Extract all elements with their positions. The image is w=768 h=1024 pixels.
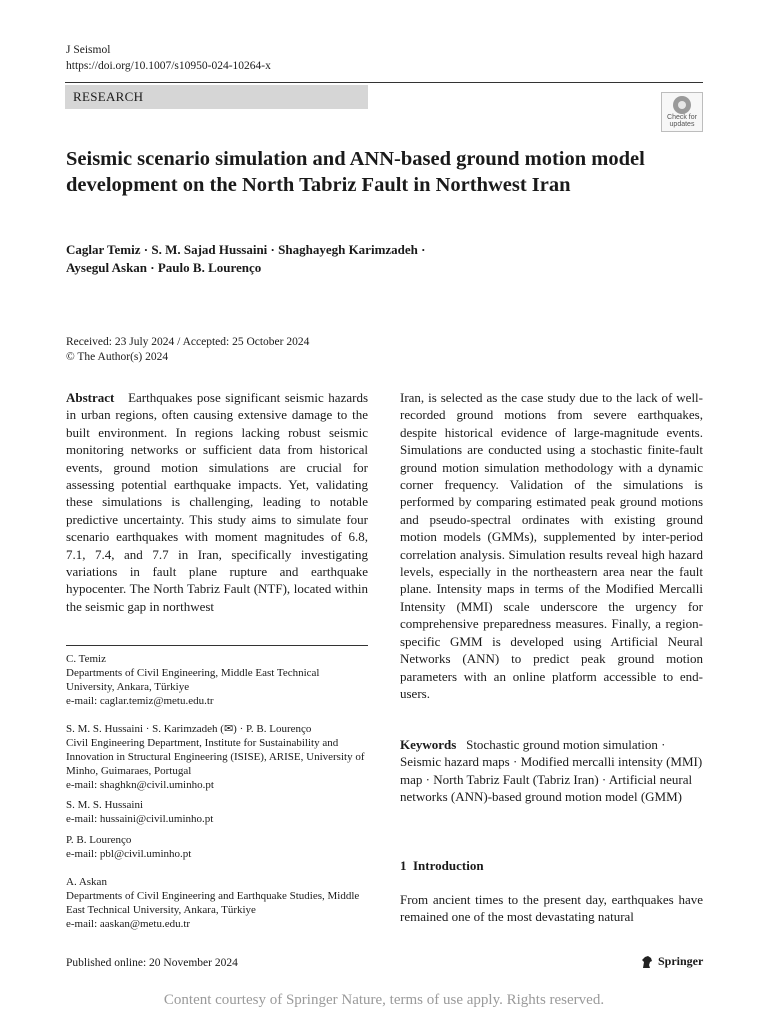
doi-link[interactable]: https://doi.org/10.1007/s10950-024-10264-x — [66, 60, 271, 72]
courtesy-notice: Content courtesy of Springer Nature, terms of use apply. Rights reserved. — [163, 992, 605, 1008]
introduction-text: From ancient times to the present day, earthquakes have remained one of the most devastating natural — [400, 892, 703, 925]
footnote-rule — [66, 645, 368, 646]
received-accepted: Received: 23 July 2024 / Accepted: 25 October 2024 — [66, 336, 310, 348]
abstract-text-left: Earthquakes pose significant seismic hazards in urban regions, often causing extensive damage to the built environment. In regions lacking robust seismic monitoring networks or sufficient data from historical events, ground motion simulations are crucial for assessing potential earthquake impacts. Yet, validating these simulations is challenging, leading to notable predictive uncertainty. This study aims to simulate four scenario earthquakes with moment magnitudes of 6.8, 7.1, 7.4, and 7.7 in Iran, specifically investigating variations in fault plane rupture and earthquake hypocenter. The North Tabriz Fault (NTF), located within the seismic gap in northwest — [66, 390, 369, 614]
check-for-updates-badge[interactable]: Check for updates — [661, 92, 703, 132]
journal-header — [66, 42, 271, 74]
affiliation-block: S. M. S. Hussaini e-mail: hussaini@civil.uminho.pt — [66, 799, 214, 825]
authors-line-2: Aysegul Askan · Paulo B. Lourenço — [66, 260, 262, 275]
author-list — [66, 241, 686, 277]
keywords-label: Keywords — [400, 737, 457, 752]
journal-name: J Seismol — [66, 44, 111, 56]
affiliation-block: S. M. S. Hussaini · S. Karimzadeh (✉) · P. B. Lourenço Civil Engineering Department, Institute for Sustainability and Innovation in Structural Engineering (ISISE), ARISE, University of Minho, Guimaraes, Portugal e-mail: shaghkn@civil.uminho.pt — [66, 723, 365, 791]
article-dates — [66, 335, 309, 365]
published-date: Published online: 20 November 2024 — [66, 957, 238, 969]
affiliation-block: P. B. Lourenço e-mail: pbl@civil.uminho.pt — [66, 834, 192, 860]
paper-title: Seismic scenario simulation and ANN-based ground motion model development on the North Tabriz Fault in Northwest Iran — [66, 148, 645, 196]
copyright: © The Author(s) 2024 — [66, 351, 169, 363]
keywords-text: Stochastic ground motion simulation · Seismic hazard maps · Modified mercalli intensity (MMI) map · North Tabriz Fault (Tabriz Iran) · Artificial neural networks (ANN)-based ground motion model (GMM) — [400, 737, 703, 805]
springer-horse-icon — [640, 955, 654, 969]
affiliation-block: A. Askan Departments of Civil Engineering and Earthquake Studies, Middle East Technical University, Ankara, Türkiye e-mail: aaskan@metu.edu.tr — [66, 876, 360, 930]
abstract-left — [66, 389, 368, 615]
abstract-label: Abstract — [66, 390, 115, 405]
abstract-right: Iran, is selected as the case study due to the lack of well-recorded ground motions from severe earthquakes, despite historical evidence of large-magnitude events. Simulations are conducted using a stochastic finite-fault ground motion simulation methodology with a dynamic corner frequency. Validation of the simulations is performed by comparing estimated peak ground motions and pseudo-spectral ordinates with existing ground motion models (GMMs), supplemented by inter-period correlation analysis. Simulation results reveal high hazard levels, especially in the northeastern area near the fault plane. Intensity maps in terms of the Modified Mercalli Intensity (MMI) scale underscore the urgency for comprehensive preparedness measures. Finally, a region-specific GMM is developed using Artificial Neural Networks (ANN) to predict peak ground motion parameters with an online platform accessible to end-users. — [400, 390, 703, 701]
authors-line-1: Caglar Temiz · S. M. Sajad Hussaini · Shaghayegh Karimzadeh · — [66, 242, 426, 257]
header-rule — [65, 82, 703, 83]
publisher-name: Springer — [658, 954, 704, 968]
check-updates-icon — [673, 96, 691, 114]
section-banner: RESEARCH — [65, 85, 368, 109]
section-heading-introduction: 1 Introduction — [400, 858, 484, 873]
affiliation-block: C. Temiz Departments of Civil Engineering, Middle East Technical University, Ankara, Türkiye e-mail: caglar.temiz@metu.edu.tr — [66, 653, 320, 707]
publisher-logo — [640, 954, 703, 969]
keywords — [400, 736, 703, 806]
